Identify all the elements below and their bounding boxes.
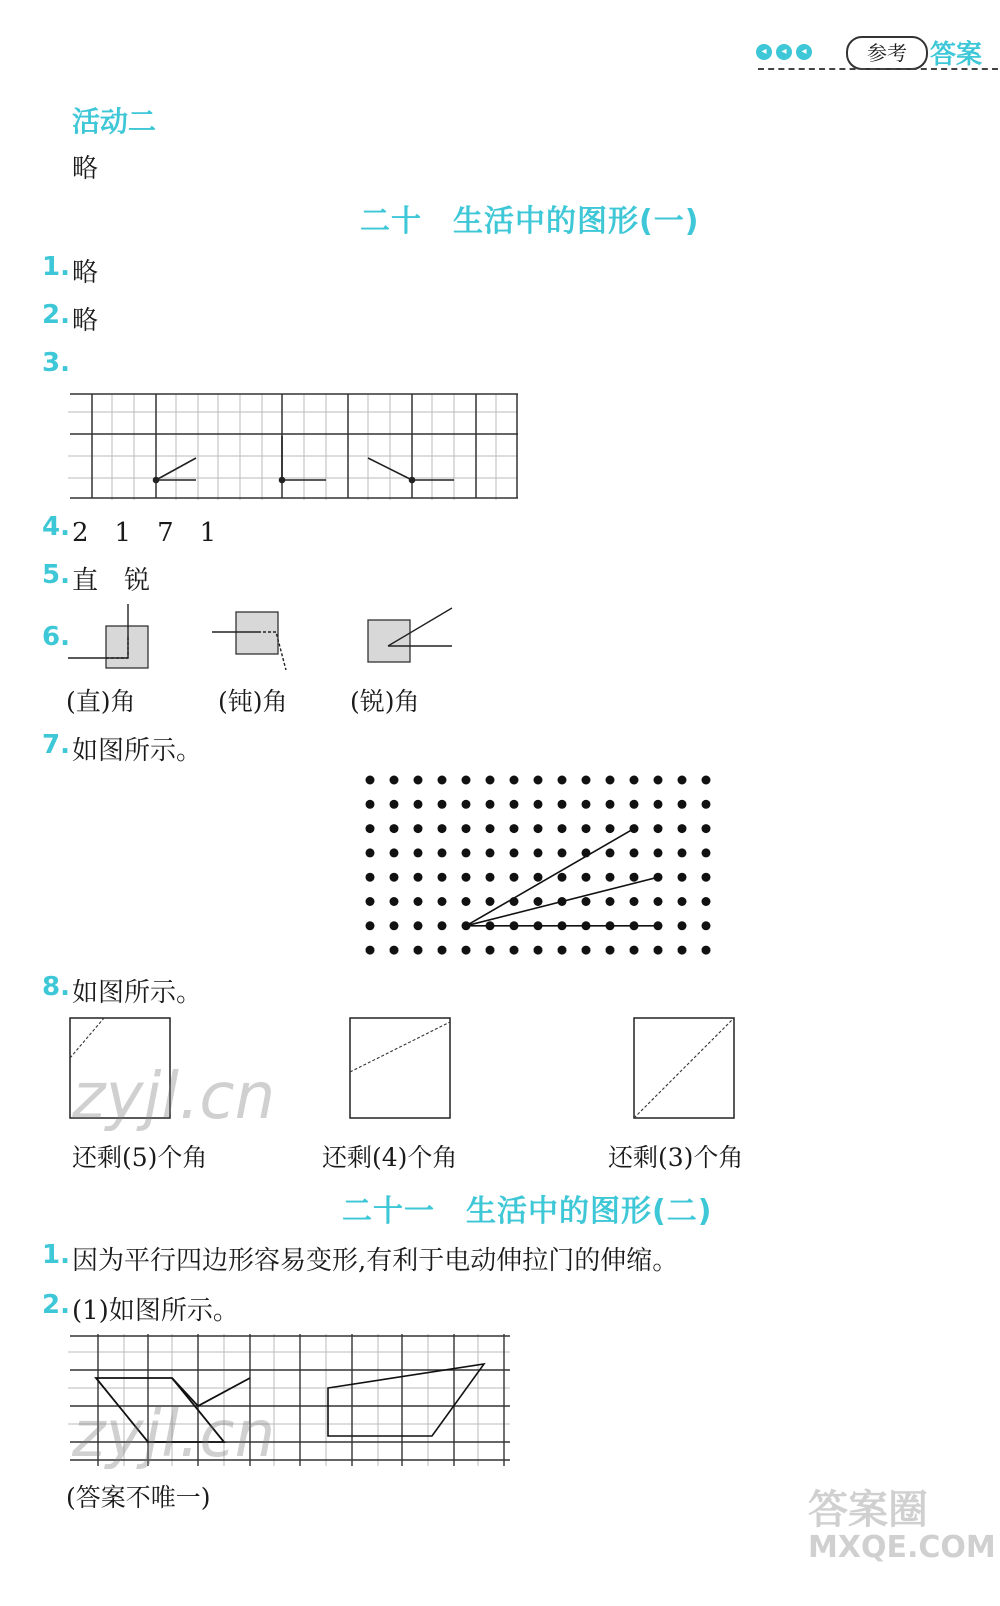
grid-dot xyxy=(534,897,543,906)
grid-dot xyxy=(678,897,687,906)
grid-dot xyxy=(678,848,687,857)
grid-dot xyxy=(366,800,375,809)
question-number: 6. xyxy=(42,622,70,652)
grid-dot xyxy=(462,824,471,833)
grid-dot xyxy=(414,776,423,785)
grid-dot xyxy=(534,800,543,809)
grid-dot xyxy=(582,873,591,882)
grid-dot xyxy=(678,921,687,930)
grid-dot xyxy=(510,946,519,955)
answer-text: 因为平行四边形容易变形,有利于电动伸拉门的伸缩。 xyxy=(72,1246,679,1276)
arrow-left-icon: ◂ xyxy=(796,44,812,60)
grid-dot xyxy=(702,848,711,857)
grid-dot xyxy=(582,897,591,906)
grid-dot xyxy=(438,824,447,833)
grid-dot xyxy=(414,848,423,857)
watermark: zyjl.cn xyxy=(72,1398,276,1472)
header-divider xyxy=(758,68,998,70)
grid-dot xyxy=(630,824,639,833)
question-number: 2. xyxy=(42,1290,70,1320)
answer-text: 略 xyxy=(72,306,99,336)
grid-dot xyxy=(654,946,663,955)
answer-text: 如图所示。 xyxy=(72,736,203,766)
grid-dot xyxy=(654,848,663,857)
grid-dot xyxy=(462,873,471,882)
activity-title: 活动二 xyxy=(72,105,157,138)
grid-dot xyxy=(366,824,375,833)
grid-dot xyxy=(582,800,591,809)
grid-dot xyxy=(438,946,447,955)
grid-dot xyxy=(534,946,543,955)
grid-dot xyxy=(414,800,423,809)
grid-dot xyxy=(606,946,615,955)
grid-dot xyxy=(462,848,471,857)
question-number: 4. xyxy=(42,512,70,542)
grid-dot xyxy=(390,848,399,857)
grid-dot xyxy=(366,946,375,955)
grid-dot xyxy=(510,800,519,809)
grid-dot xyxy=(366,848,375,857)
remaining-angles-caption: 还剩(3)个角 xyxy=(608,1143,744,1172)
grid-dot xyxy=(414,921,423,930)
grid-dot xyxy=(702,800,711,809)
grid-dot xyxy=(390,897,399,906)
grid-dot xyxy=(366,873,375,882)
grid-dot xyxy=(486,824,495,833)
grid-dot xyxy=(462,776,471,785)
grid-dot xyxy=(510,824,519,833)
arrow-left-icon: ◂ xyxy=(776,44,792,60)
answer-text: 略 xyxy=(72,258,99,288)
grid-dot xyxy=(678,946,687,955)
grid-dot xyxy=(414,873,423,882)
grid-dot xyxy=(438,873,447,882)
grid-dot xyxy=(558,946,567,955)
grid-dot xyxy=(366,921,375,930)
grid-dot xyxy=(486,873,495,882)
grid-dot xyxy=(390,921,399,930)
grid-dot xyxy=(438,776,447,785)
answer-text: 2 1 7 1 xyxy=(72,518,217,548)
grid-dot xyxy=(366,776,375,785)
grid-dot xyxy=(606,824,615,833)
question-number: 1. xyxy=(42,252,70,282)
grid-dot xyxy=(582,824,591,833)
grid-dot xyxy=(486,800,495,809)
answer-label: 答案 xyxy=(930,40,983,70)
grid-dot xyxy=(582,776,591,785)
grid-dot xyxy=(390,873,399,882)
grid-dot xyxy=(462,946,471,955)
grid-dot xyxy=(606,848,615,857)
grid-dot xyxy=(390,824,399,833)
grid-dot xyxy=(390,946,399,955)
remaining-angles-caption: 还剩(4)个角 xyxy=(322,1143,458,1172)
corner-url: MXQE.COM xyxy=(808,1530,996,1565)
grid-dot xyxy=(486,776,495,785)
grid-dot xyxy=(606,776,615,785)
grid-dot xyxy=(630,946,639,955)
grid-dot xyxy=(702,776,711,785)
grid-dot xyxy=(678,873,687,882)
grid-dot xyxy=(606,897,615,906)
section-title: 二十 生活中的图形(一) xyxy=(360,204,700,239)
question-number: 5. xyxy=(42,560,70,590)
grid-dot xyxy=(486,946,495,955)
grid-dot xyxy=(414,824,423,833)
answer-text: 如图所示。 xyxy=(72,978,203,1008)
grid-dot xyxy=(606,873,615,882)
note-text: (答案不唯一) xyxy=(66,1483,211,1512)
grid-dot xyxy=(486,897,495,906)
question-number: 8. xyxy=(42,972,70,1002)
reference-badge: 参考 xyxy=(846,36,928,70)
remaining-angles-caption: 还剩(5)个角 xyxy=(72,1143,208,1172)
grid-dot xyxy=(510,873,519,882)
dot-grid-figure xyxy=(360,772,722,962)
angle-squares-figure xyxy=(68,602,468,678)
answer-text: 直 锐 xyxy=(72,566,151,596)
question-number: 2. xyxy=(42,300,70,330)
grid-dot xyxy=(654,824,663,833)
grid-dot xyxy=(558,824,567,833)
grid-dot xyxy=(390,800,399,809)
grid-dot xyxy=(558,873,567,882)
angle-caption: (直)角 xyxy=(66,687,136,716)
activity-answer: 略 xyxy=(72,154,99,184)
grid-dot xyxy=(702,946,711,955)
angle-caption: (锐)角 xyxy=(350,687,420,716)
grid-dot xyxy=(702,897,711,906)
grid-dot xyxy=(438,800,447,809)
grid-dot xyxy=(702,873,711,882)
grid-dot xyxy=(534,824,543,833)
grid-dot xyxy=(630,848,639,857)
grid-dot xyxy=(558,848,567,857)
grid-dot xyxy=(486,848,495,857)
grid-dot xyxy=(438,848,447,857)
grid-dot xyxy=(414,946,423,955)
grid-dot xyxy=(534,873,543,882)
arrow-left-icon: ◂ xyxy=(756,44,772,60)
grid-dot xyxy=(438,897,447,906)
angle-ray xyxy=(466,877,658,926)
grid-dot xyxy=(630,873,639,882)
grid-dot xyxy=(534,776,543,785)
grid-dot xyxy=(630,800,639,809)
grid-dot xyxy=(654,897,663,906)
angle-caption: (钝)角 xyxy=(218,687,288,716)
answer-text: (1)如图所示。 xyxy=(72,1296,239,1326)
grid-dot xyxy=(678,776,687,785)
grid-dot xyxy=(630,776,639,785)
grid-dot xyxy=(630,897,639,906)
grid-dot xyxy=(678,800,687,809)
grid-dot xyxy=(414,897,423,906)
section-title: 二十一 生活中的图形(二) xyxy=(342,1194,713,1229)
question-number: 1. xyxy=(42,1240,70,1270)
question-number: 7. xyxy=(42,730,70,760)
grid-dot xyxy=(534,848,543,857)
grid-dot xyxy=(702,921,711,930)
grid-dot xyxy=(678,824,687,833)
grid-dot xyxy=(366,897,375,906)
grid-dot xyxy=(702,824,711,833)
angle-grid-figure xyxy=(68,390,522,504)
grid-dot xyxy=(606,800,615,809)
grid-dot xyxy=(654,800,663,809)
question-number: 3. xyxy=(42,348,70,378)
grid-dot xyxy=(462,897,471,906)
watermark: zyjl.cn xyxy=(72,1060,276,1134)
grid-dot xyxy=(558,800,567,809)
grid-dot xyxy=(510,848,519,857)
grid-dot xyxy=(654,776,663,785)
grid-dot xyxy=(438,921,447,930)
grid-dot xyxy=(510,776,519,785)
grid-dot xyxy=(558,776,567,785)
grid-dot xyxy=(390,776,399,785)
corner-logo: 答案圈 xyxy=(808,1487,928,1533)
grid-dot xyxy=(462,800,471,809)
grid-dot xyxy=(582,946,591,955)
